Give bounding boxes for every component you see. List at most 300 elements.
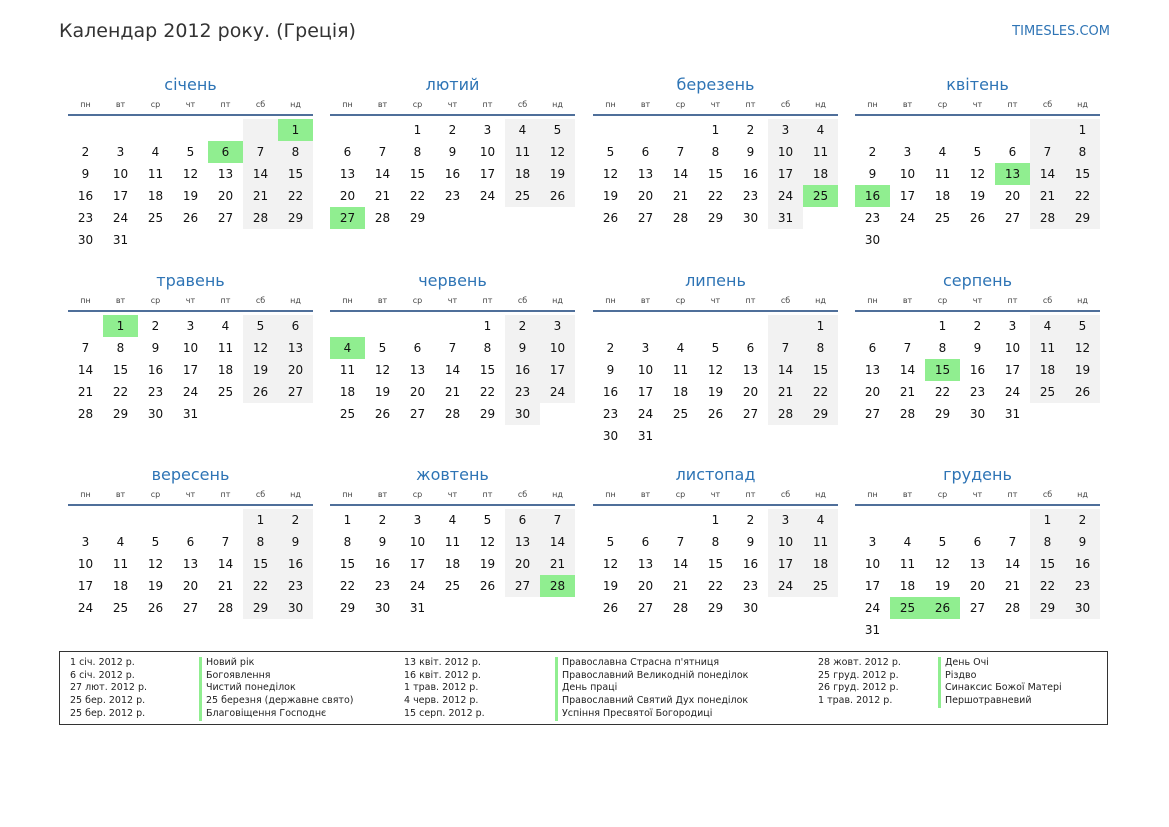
day-cell: 2 [81, 145, 90, 159]
month-2 [330, 72, 575, 229]
day-cell: 11 [803, 141, 838, 163]
weekday-label: ср [412, 296, 423, 305]
day-cell: 14 [77, 363, 94, 377]
day-grid [855, 119, 1100, 251]
holiday-day-cell: 4 [330, 337, 365, 359]
day-cell: 28 [77, 407, 94, 421]
day-cell: 25 [505, 185, 540, 207]
day-cell: 24 [768, 185, 803, 207]
day-cell: 10 [112, 167, 129, 181]
day-cell: 12 [969, 167, 986, 181]
day-cell: 20 [278, 359, 313, 381]
weekday-label: пт [745, 100, 756, 109]
day-cell: 10 [637, 363, 654, 377]
month-name: жовтень [416, 465, 489, 484]
day-cell: 14 [768, 359, 803, 381]
day-cell: 7 [221, 535, 230, 549]
day-cell: 4 [1030, 315, 1065, 337]
day-cell: 19 [602, 189, 619, 203]
day-grid [855, 315, 1100, 425]
empty-cell [628, 315, 663, 337]
day-cell: 8 [243, 531, 278, 553]
day-cell: 4 [676, 341, 685, 355]
day-cell: 11 [147, 167, 164, 181]
day-cell: 9 [746, 535, 755, 549]
day-cell: 18 [112, 579, 129, 593]
day-cell: 21 [243, 185, 278, 207]
weekday-header [330, 488, 575, 506]
empty-cell [925, 509, 960, 531]
day-cell: 6 [505, 509, 540, 531]
day-cell: 16 [278, 553, 313, 575]
day-cell: 22 [1065, 185, 1100, 207]
day-cell: 1 [711, 513, 720, 527]
day-cell: 19 [182, 189, 199, 203]
weekday-label: пт [745, 296, 756, 305]
day-cell: 5 [483, 513, 492, 527]
weekday-label: пт [482, 296, 493, 305]
weekday-label: нд [290, 490, 301, 499]
page-title: Календар 2012 року. (Греція) [59, 20, 356, 42]
weekday-header [330, 98, 575, 116]
day-cell: 13 [182, 557, 199, 571]
day-cell: 25 [217, 385, 234, 399]
day-cell: 24 [1004, 385, 1021, 399]
empty-cell [173, 119, 208, 141]
weekday-label: нд [290, 296, 301, 305]
weekday-label: ср [150, 490, 161, 499]
day-cell: 17 [479, 167, 496, 181]
day-cell: 22 [112, 385, 129, 399]
holiday-date: 1 січ. 2012 р. [70, 657, 135, 668]
holiday-name: Синаксис Божої Матері [938, 682, 1062, 695]
day-cell: 11 [505, 141, 540, 163]
day-cell: 16 [742, 167, 759, 181]
day-cell: 9 [746, 145, 755, 159]
holiday-date: 16 квіт. 2012 р. [404, 669, 481, 681]
day-cell: 26 [147, 601, 164, 615]
weekday-header [68, 488, 313, 506]
weekday-header [68, 294, 313, 312]
day-cell: 8 [1030, 531, 1065, 553]
day-cell: 1 [803, 315, 838, 337]
empty-cell [768, 315, 803, 337]
day-cell: 18 [803, 163, 838, 185]
day-grid [593, 315, 838, 447]
day-cell: 12 [540, 141, 575, 163]
weekday-header [593, 488, 838, 506]
weekday-label: пн [342, 100, 353, 109]
day-cell: 17 [77, 579, 94, 593]
day-cell: 11 [217, 341, 234, 355]
day-cell: 27 [505, 575, 540, 597]
day-cell: 2 [973, 319, 982, 333]
empty-cell [663, 315, 698, 337]
holiday-name: Богоявлення [199, 670, 271, 683]
day-cell: 9 [81, 167, 90, 181]
day-cell: 21 [1004, 579, 1021, 593]
empty-cell [243, 119, 278, 141]
weekday-header [593, 98, 838, 116]
weekday-label: пт [745, 490, 756, 499]
weekday-label: сб [780, 100, 791, 109]
day-cell: 31 [1004, 407, 1021, 421]
month-name: лютий [425, 75, 480, 94]
day-cell: 27 [969, 601, 986, 615]
weekday-label: нд [815, 296, 826, 305]
holiday-name: День праці [555, 682, 617, 695]
weekday-header [593, 294, 838, 312]
day-cell: 2 [868, 145, 877, 159]
day-cell: 21 [217, 579, 234, 593]
day-cell: 23 [444, 189, 461, 203]
day-cell: 30 [969, 407, 986, 421]
holiday-day-cell: 1 [103, 315, 138, 337]
day-cell: 13 [637, 167, 654, 181]
holiday-date: 4 черв. 2012 р. [404, 695, 479, 707]
day-grid [68, 509, 313, 619]
day-cell: 22 [278, 185, 313, 207]
day-cell: 26 [243, 381, 278, 403]
day-cell: 7 [903, 341, 912, 355]
empty-cell [960, 119, 995, 141]
day-cell: 26 [969, 211, 986, 225]
day-cell: 15 [112, 363, 129, 377]
weekday-label: нд [1077, 490, 1088, 499]
day-cell: 21 [77, 385, 94, 399]
day-cell: 31 [768, 207, 803, 229]
month-8 [855, 268, 1100, 425]
weekday-label: ср [937, 100, 948, 109]
weekday-label: пн [867, 296, 878, 305]
day-cell: 2 [278, 509, 313, 531]
day-cell: 3 [81, 535, 90, 549]
holiday-name: 25 березня (державне свято) [199, 695, 353, 708]
day-cell: 5 [606, 535, 615, 549]
day-cell: 27 [217, 211, 234, 225]
weekday-label: пт [1007, 296, 1018, 305]
day-cell: 20 [217, 189, 234, 203]
empty-cell [890, 315, 925, 337]
day-cell: 1 [483, 319, 492, 333]
day-cell: 6 [186, 535, 195, 549]
day-cell: 2 [505, 315, 540, 337]
holiday-date: 25 бер. 2012 р. [70, 707, 146, 719]
holiday-name: Православна Страсна п'ятниця [555, 657, 719, 670]
empty-cell [663, 119, 698, 141]
day-cell: 4 [938, 145, 947, 159]
day-cell: 7 [1030, 141, 1065, 163]
day-cell: 17 [637, 385, 654, 399]
empty-cell [103, 119, 138, 141]
day-cell: 23 [505, 381, 540, 403]
day-cell: 12 [479, 535, 496, 549]
weekday-label: сб [780, 490, 791, 499]
weekday-label: ср [412, 490, 423, 499]
day-cell: 14 [899, 363, 916, 377]
day-cell: 27 [864, 407, 881, 421]
site-link[interactable]: TIMESLES.COM [1012, 24, 1110, 39]
day-cell: 22 [707, 189, 724, 203]
day-cell: 29 [409, 211, 426, 225]
weekday-label: пт [220, 296, 231, 305]
weekday-label: чт [710, 100, 721, 109]
day-cell: 14 [374, 167, 391, 181]
day-cell: 20 [637, 579, 654, 593]
empty-cell [593, 119, 628, 141]
day-cell: 14 [672, 167, 689, 181]
weekday-label: вт [902, 100, 913, 109]
day-cell: 20 [742, 385, 759, 399]
empty-cell [855, 315, 890, 337]
holiday-name: Першотравневий [938, 695, 1032, 708]
weekday-label: ср [150, 296, 161, 305]
weekday-label: ср [675, 490, 686, 499]
empty-cell [68, 509, 103, 531]
day-cell: 13 [278, 337, 313, 359]
day-cell: 2 [1065, 509, 1100, 531]
day-cell: 7 [81, 341, 90, 355]
day-cell: 13 [864, 363, 881, 377]
day-cell: 30 [505, 403, 540, 425]
day-cell: 10 [768, 141, 803, 163]
day-cell: 12 [602, 557, 619, 571]
day-cell: 30 [742, 601, 759, 615]
day-cell: 28 [444, 407, 461, 421]
holiday-name: Новий рік [199, 657, 254, 670]
day-cell: 26 [602, 211, 619, 225]
day-cell: 30 [742, 211, 759, 225]
holiday-list [59, 651, 1108, 725]
day-cell: 28 [672, 601, 689, 615]
weekday-label: ср [412, 100, 423, 109]
day-cell: 4 [803, 119, 838, 141]
day-cell: 4 [448, 513, 457, 527]
weekday-label: вт [377, 490, 388, 499]
day-cell: 5 [186, 145, 195, 159]
day-cell: 26 [540, 185, 575, 207]
weekday-header [68, 98, 313, 116]
weekday-label: ср [937, 296, 948, 305]
weekday-label: сб [517, 296, 528, 305]
month-name: квітень [946, 75, 1009, 94]
day-cell: 13 [217, 167, 234, 181]
day-cell: 21 [374, 189, 391, 203]
day-cell: 3 [540, 315, 575, 337]
weekday-label: вт [640, 490, 651, 499]
day-cell: 14 [1030, 163, 1065, 185]
day-cell: 28 [1030, 207, 1065, 229]
holiday-date: 6 січ. 2012 р. [70, 669, 135, 681]
day-cell: 23 [278, 575, 313, 597]
day-grid [330, 119, 575, 229]
day-cell: 29 [707, 601, 724, 615]
day-cell: 4 [903, 535, 912, 549]
day-cell: 15 [409, 167, 426, 181]
day-cell: 17 [409, 557, 426, 571]
day-cell: 20 [969, 579, 986, 593]
day-cell: 5 [378, 341, 387, 355]
day-cell: 11 [444, 535, 461, 549]
empty-cell [208, 509, 243, 531]
day-cell: 5 [938, 535, 947, 549]
day-cell: 24 [637, 407, 654, 421]
day-cell: 15 [479, 363, 496, 377]
day-cell: 9 [1065, 531, 1100, 553]
day-cell: 26 [182, 211, 199, 225]
weekday-label: пн [867, 100, 878, 109]
day-cell: 22 [803, 381, 838, 403]
day-cell: 21 [768, 381, 803, 403]
weekday-label: пт [1007, 490, 1018, 499]
month-4 [855, 72, 1100, 251]
day-cell: 19 [147, 579, 164, 593]
day-cell: 3 [186, 319, 195, 333]
weekday-label: нд [815, 100, 826, 109]
weekday-label: чт [185, 490, 196, 499]
day-cell: 2 [746, 513, 755, 527]
day-cell: 16 [969, 363, 986, 377]
day-cell: 17 [1004, 363, 1021, 377]
holiday-name: День Очі [938, 657, 989, 670]
day-cell: 10 [409, 535, 426, 549]
day-cell: 10 [864, 557, 881, 571]
day-cell: 5 [151, 535, 160, 549]
day-cell: 9 [505, 337, 540, 359]
weekday-label: сб [1042, 296, 1053, 305]
day-cell: 3 [903, 145, 912, 159]
weekday-label: вт [377, 296, 388, 305]
day-cell: 18 [505, 163, 540, 185]
day-cell: 8 [803, 337, 838, 359]
day-cell: 1 [938, 319, 947, 333]
day-cell: 9 [448, 145, 457, 159]
day-cell: 15 [1065, 163, 1100, 185]
day-cell: 20 [409, 385, 426, 399]
day-cell: 28 [768, 403, 803, 425]
day-cell: 6 [868, 341, 877, 355]
day-cell: 28 [672, 211, 689, 225]
day-cell: 10 [479, 145, 496, 159]
holiday-date: 15 серп. 2012 р. [404, 707, 485, 719]
day-cell: 10 [182, 341, 199, 355]
day-cell: 30 [278, 597, 313, 619]
month-name: січень [164, 75, 217, 94]
day-cell: 14 [243, 163, 278, 185]
weekday-label: сб [255, 100, 266, 109]
day-cell: 9 [973, 341, 982, 355]
month-name: листопад [675, 465, 756, 484]
weekday-label: пт [482, 100, 493, 109]
day-cell: 26 [602, 601, 619, 615]
day-cell: 31 [182, 407, 199, 421]
day-cell: 18 [444, 557, 461, 571]
day-cell: 2 [746, 123, 755, 137]
empty-cell [68, 315, 103, 337]
day-cell: 25 [1030, 381, 1065, 403]
day-cell: 2 [448, 123, 457, 137]
day-cell: 11 [899, 557, 916, 571]
day-cell: 8 [938, 341, 947, 355]
month-1 [68, 72, 313, 251]
day-cell: 3 [768, 119, 803, 141]
day-cell: 19 [243, 359, 278, 381]
empty-cell [628, 509, 663, 531]
day-cell: 21 [672, 579, 689, 593]
weekday-label: вт [902, 296, 913, 305]
month-name: грудень [943, 465, 1012, 484]
day-cell: 25 [934, 211, 951, 225]
weekday-label: нд [1077, 296, 1088, 305]
weekday-label: сб [1042, 100, 1053, 109]
holiday-name: Різдво [938, 670, 976, 683]
day-cell: 5 [243, 315, 278, 337]
day-cell: 1 [1030, 509, 1065, 531]
day-cell: 30 [602, 429, 619, 443]
day-cell: 31 [637, 429, 654, 443]
day-cell: 29 [243, 597, 278, 619]
empty-cell [68, 119, 103, 141]
day-cell: 26 [1065, 381, 1100, 403]
day-cell: 3 [641, 341, 650, 355]
weekday-label: чт [185, 296, 196, 305]
day-cell: 15 [243, 553, 278, 575]
day-cell: 16 [147, 363, 164, 377]
day-cell: 16 [374, 557, 391, 571]
weekday-label: ср [675, 100, 686, 109]
day-cell: 6 [746, 341, 755, 355]
holiday-day-cell: 25 [803, 185, 838, 207]
day-cell: 11 [934, 167, 951, 181]
day-cell: 23 [602, 407, 619, 421]
day-cell: 29 [479, 407, 496, 421]
weekday-label: ср [937, 490, 948, 499]
holiday-day-cell: 6 [208, 141, 243, 163]
day-cell: 17 [182, 363, 199, 377]
day-cell: 17 [864, 579, 881, 593]
day-cell: 19 [707, 385, 724, 399]
weekday-label: пн [342, 490, 353, 499]
weekday-label: пн [80, 296, 91, 305]
day-cell: 9 [151, 341, 160, 355]
weekday-label: чт [447, 100, 458, 109]
weekday-label: нд [290, 100, 301, 109]
day-cell: 22 [479, 385, 496, 399]
day-cell: 29 [1065, 207, 1100, 229]
day-cell: 27 [278, 381, 313, 403]
day-cell: 14 [672, 557, 689, 571]
day-cell: 20 [339, 189, 356, 203]
month-12 [855, 462, 1100, 641]
day-cell: 21 [540, 553, 575, 575]
empty-cell [330, 119, 365, 141]
day-cell: 3 [413, 513, 422, 527]
weekday-label: нд [552, 490, 563, 499]
day-cell: 31 [864, 623, 881, 637]
day-cell: 6 [641, 535, 650, 549]
day-cell: 10 [540, 337, 575, 359]
day-cell: 5 [973, 145, 982, 159]
day-cell: 22 [934, 385, 951, 399]
empty-cell [960, 509, 995, 531]
empty-cell [435, 315, 470, 337]
weekday-label: пн [605, 100, 616, 109]
day-cell: 6 [278, 315, 313, 337]
holiday-date: 27 лют. 2012 р. [70, 682, 147, 694]
holiday-day-cell: 1 [278, 119, 313, 141]
day-cell: 3 [116, 145, 125, 159]
empty-cell [173, 509, 208, 531]
